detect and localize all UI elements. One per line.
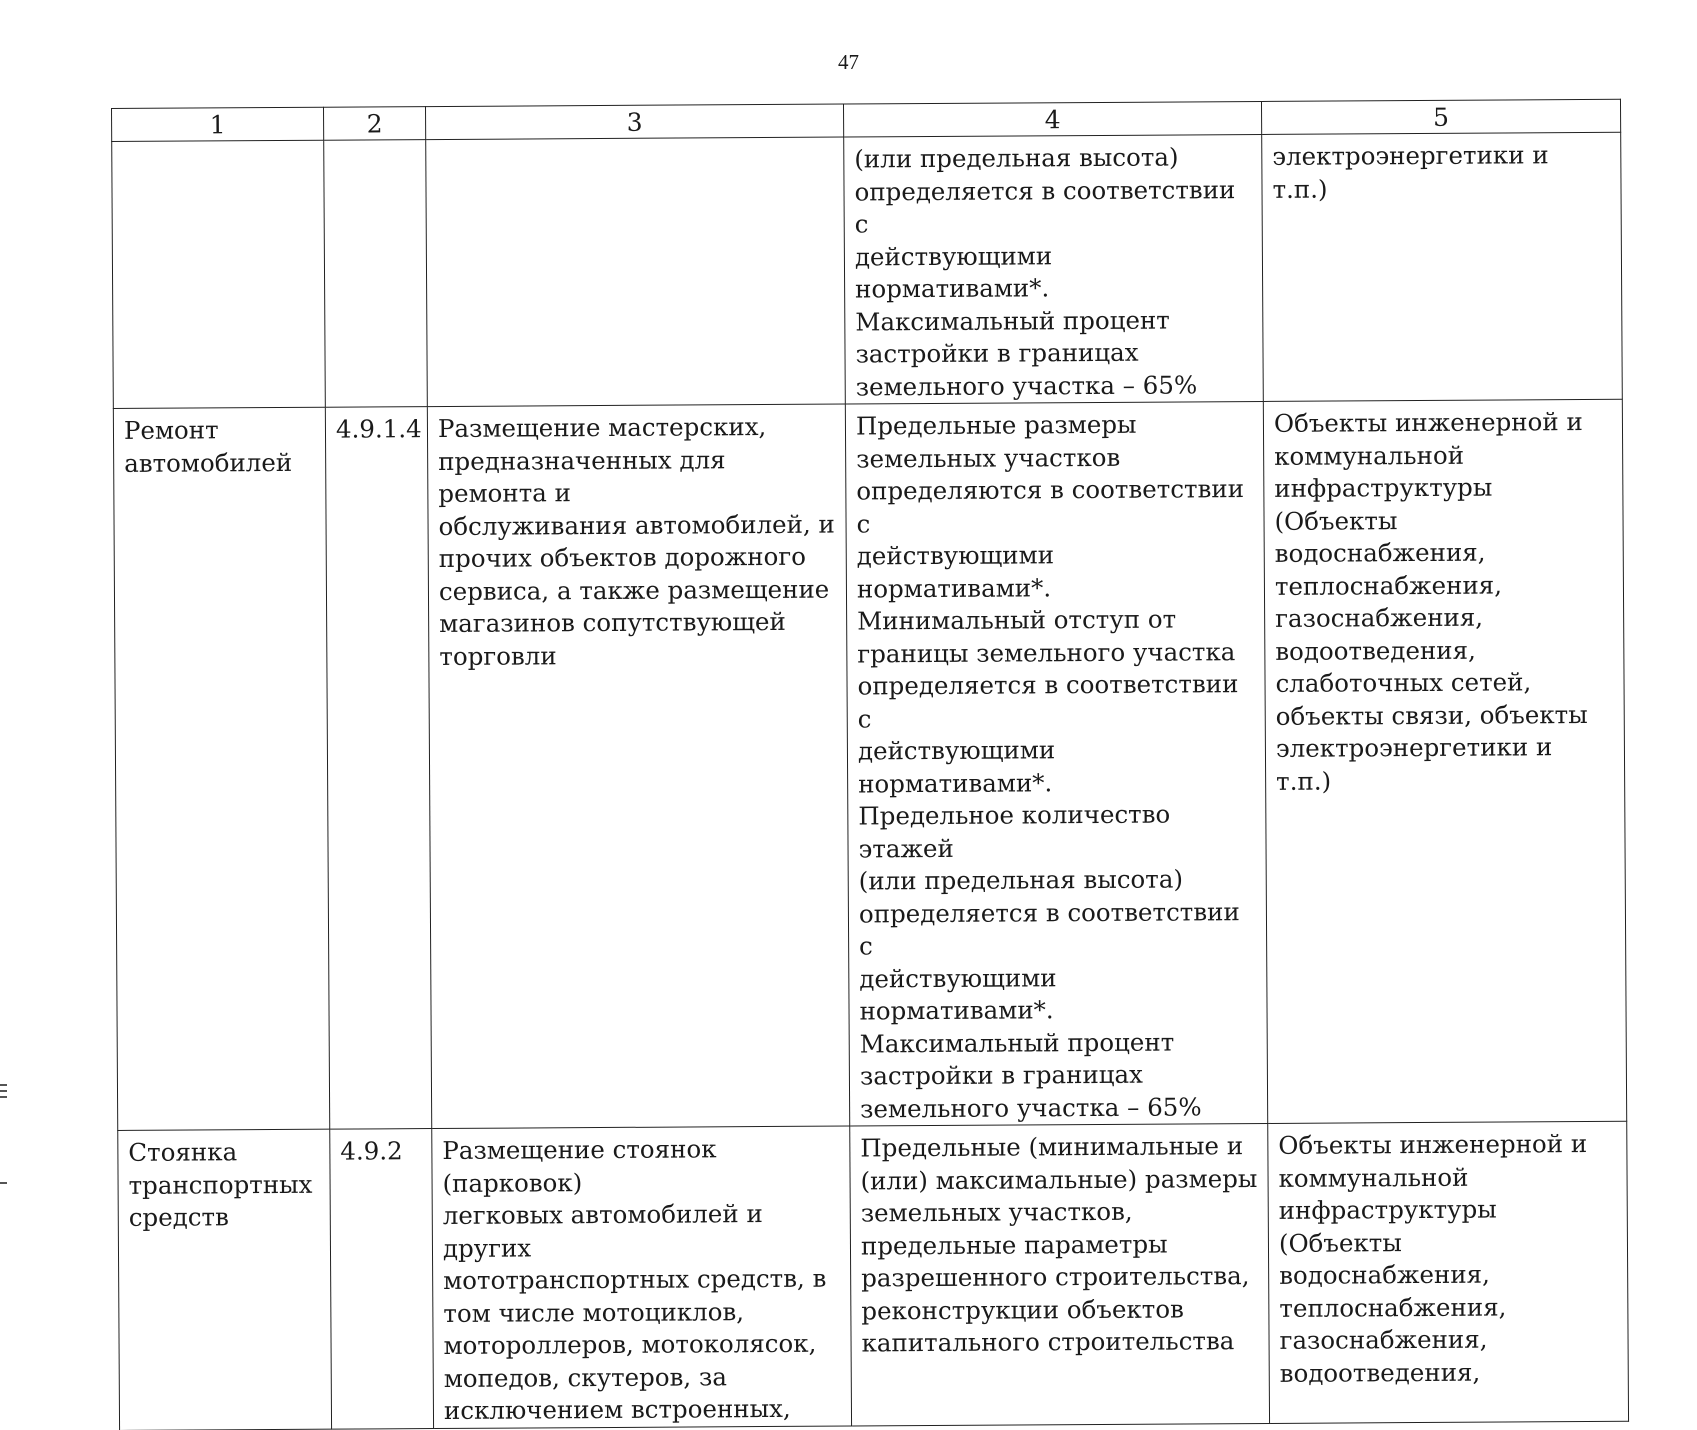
cell-description: Размещение мастерских, предназначенных для ремонта и обслуживания автомобилей, и прочих объектов дорожного сервиса, а также размещение магазинов сопутствующей торговли <box>427 404 849 1129</box>
cell-auxiliary-uses: Объекты инженерной и коммунальной инфраструктуры (Объекты водоснабжения, теплоснабжения, газоснабжения, водоотведения, <box>1268 1121 1629 1423</box>
cell-code: 4.9.2 <box>330 1129 434 1429</box>
cell-description <box>426 137 846 407</box>
scan-edge-mark <box>0 1096 7 1098</box>
column-header-4: 4 <box>843 101 1261 137</box>
column-header-5: 5 <box>1261 99 1620 134</box>
cell-auxiliary-uses: Объекты инженерной и коммунальной инфраструктуры (Объекты водоснабжения, теплоснабжения, газоснабжения, водоотведения, слаботочных сетей, объекты связи, объекты электроэнергетики и т.п.) <box>1263 399 1626 1123</box>
page-number: 47 <box>838 50 859 74</box>
cell-use-type: Стоянка транспортных средств <box>118 1129 332 1430</box>
cell-parameters: (или предельная высота) определяется в соответствии с действующими нормативами*. Максимальный процент застройки в границах земельного участка – 65% <box>844 134 1264 404</box>
column-header-1: 1 <box>112 107 324 141</box>
zoning-table <box>111 99 1629 1430</box>
cell-code: 4.9.1.4 <box>325 407 431 1130</box>
table-row <box>118 1121 1629 1430</box>
cell-use-type: Ремонт автомобилей <box>113 407 329 1130</box>
cell-code <box>324 140 428 408</box>
cell-auxiliary-uses: электроэнергетики и т.п.) <box>1262 132 1623 401</box>
table-row <box>113 399 1626 1130</box>
column-header-3: 3 <box>425 104 843 140</box>
scan-edge-mark <box>0 1182 7 1184</box>
cell-parameters: Предельные размеры земельных участков определяются в соответствии с действующими нормативами*. Минимальный отступ от границы земельного участка определяется в соответствии с действующими нормативами*. Предельное количество этажей (или предельная высота) определяется в соответствии с действующими нормативами*. Максимальный процент застройки в границах земельного участка – 65% <box>845 401 1267 1126</box>
column-header-2: 2 <box>323 107 425 141</box>
scan-edge-mark <box>0 1090 7 1092</box>
cell-parameters: Предельные (минимальные и (или) максимальные) размеры земельных участков, предельные параметры разрешенного строительства, реконструкции объектов капитального строительства <box>850 1123 1270 1425</box>
scan-edge-mark <box>0 1084 7 1086</box>
table-row <box>112 132 1623 408</box>
cell-description: Размещение стоянок (парковок) легковых автомобилей и других мототранспортных средств, в том числе мотоциклов, мотороллеров, мотоколясок, мопедов, скутеров, за исключением встроенных, <box>432 1126 852 1428</box>
cell-use-type <box>112 140 326 408</box>
